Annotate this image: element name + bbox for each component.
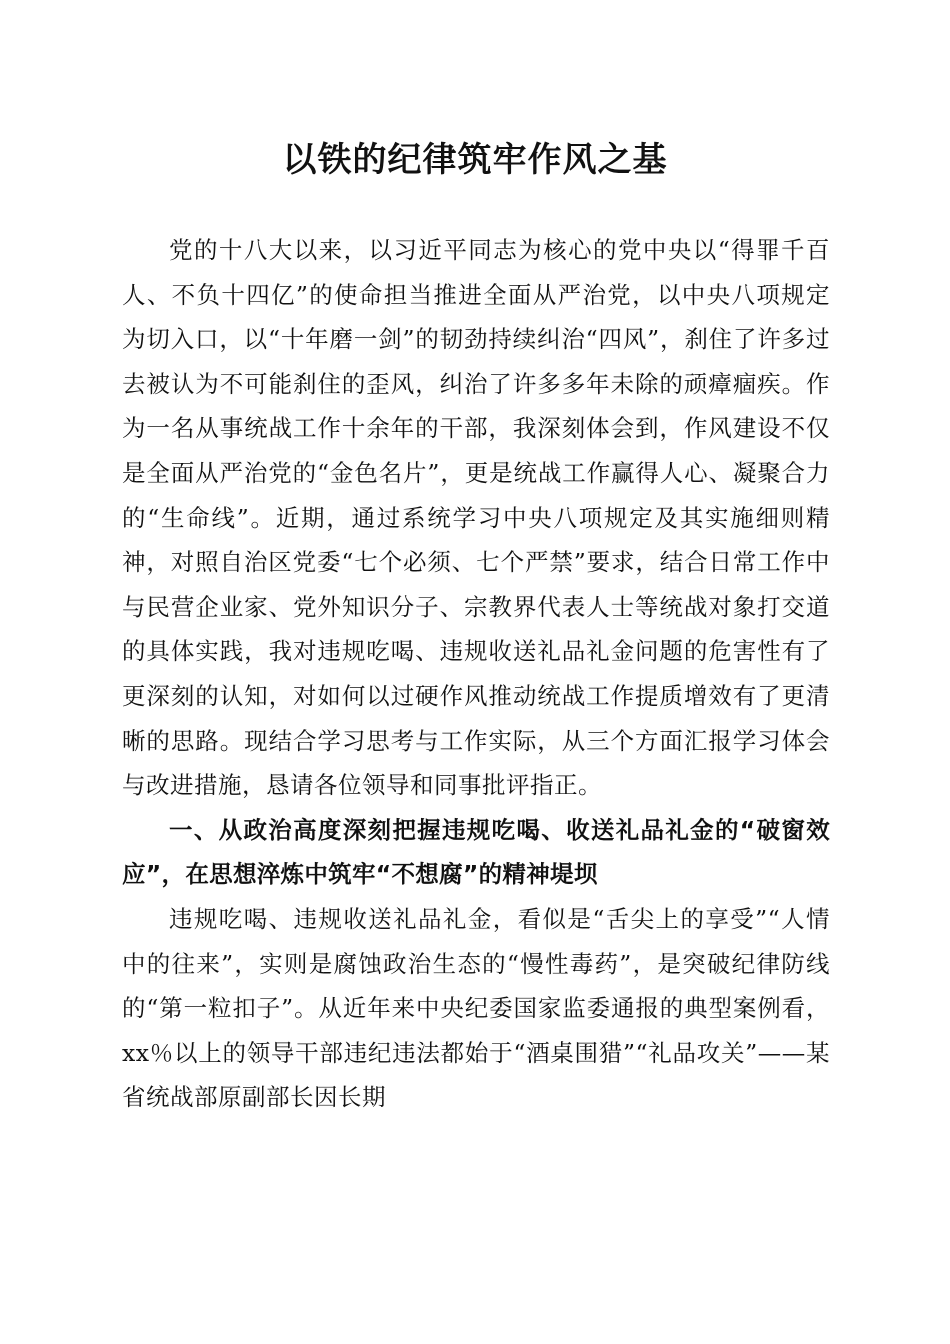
document-title: 以铁的纪律筑牢作风之基 — [282, 140, 668, 180]
document-body — [122, 228, 830, 1120]
intro-paragraph: 党的十八大以来，以习近平同志为核心的党中央以“得罪千百人、不负十四亿”的使命担当推进全面从严治党，以中央八项规定为切入口，以“十年磨一剑”的韧劲持续纠治“四风”，刹住了许多过去被认为不可能刹住的歪风，纠治了许多多年未除的顽瘴痼疾。作为一名从事统战工作十余年的干部，我深刻体会到，作风建设不仅是全面从严治党的“金色名片”，更是统战工作赢得人心、凝聚合力的“生命线”。近期，通过系统学习中央八项规定及其实施细则精神，对照自治区党委“七个必须、七个严禁”要求，结合日常工作中与民营企业家、党外知识分子、宗教界代表人士等统战对象打交道的具体实践，我对违规吃喝、违规收送礼品礼金问题的危害性有了更深刻的认知，对如何以过硬作风推动统战工作提质增效有了更清晰的思路。现结合学习思考与工作实际，从三个方面汇报学习体会与改进措施，恳请各位领导和同事批评指正。 — [122, 236, 830, 800]
section-paragraph: 违规吃喝、违规收送礼品礼金，看似是“舌尖上的享受”“人情中的往来”，实则是腐蚀政治生态的“慢性毒药”，是突破纪律防线的“第一粒扣子”。从近年来中央纪委国家监委通报的典型案例看，xx％以上的领导干部违纪违法都始于“酒桌围猎”“礼品攻关”——某省统战部原副部长因长期 — [122, 904, 830, 1112]
section-heading: 一、从政治高度深刻把握违规吃喝、收送礼品礼金的“破窗效应”，在思想淬炼中筑牢“不想腐”的精神堤坝 — [122, 815, 830, 889]
